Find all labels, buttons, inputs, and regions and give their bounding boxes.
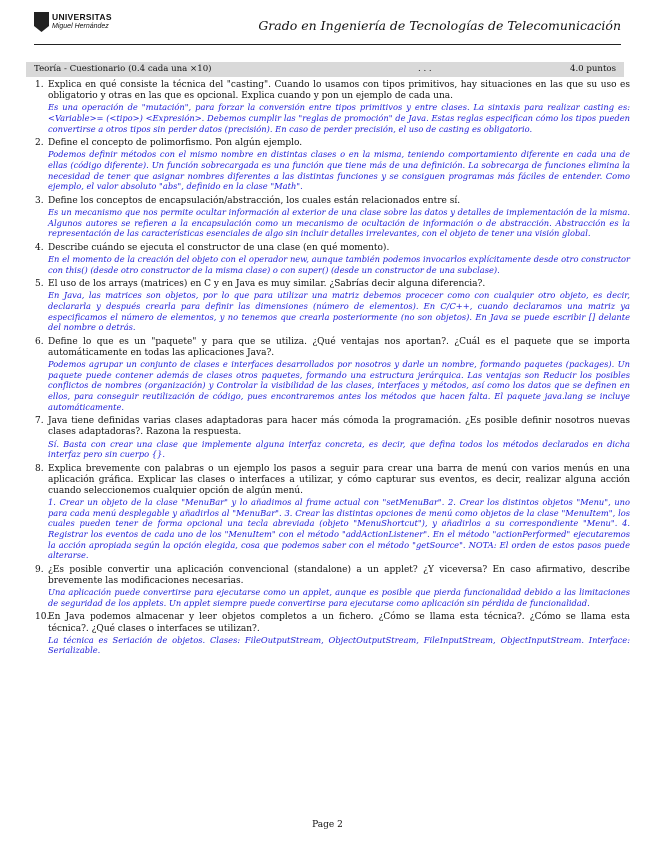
question-item (35, 138, 630, 192)
question-number: 6. (35, 336, 44, 347)
answer-text: Una aplicación puede convertirse para ejecutarse como un applet, aunque es posible que pierda funcionalidad debido a las limitaciones de seguridad de los applets. Un applet siempre puede convertirse para ejecutarse como aplicación sin pérdida de funcionalidad. (48, 587, 630, 608)
question-number: 4. (35, 242, 44, 253)
header-divider (34, 44, 621, 45)
question-item (35, 416, 630, 460)
answer-text: En el momento de la creación del objeto con el operador new, aunque también podemos invocarlos explícitamente desde otro constructor con this() (desde otro constructor de la misma clase) o con super() (desde un constructor de una subclase). (48, 253, 630, 275)
question-number: 5. (35, 279, 44, 290)
question-text: Define el concepto de polimorfismo. Pon algún ejemplo. (48, 138, 303, 149)
question-number: 7. (35, 416, 44, 427)
question-item (35, 243, 630, 275)
answer-text: Podemos definir métodos con el mismo nombre en distintas clases o en la misma, teniendo comportamiento diferente en cada una de ellas (código diferente). Un función sobrecargada es una función que tiene más de una definición. La sobrecarga de funciones elimina la necesidad de tener que asignar nombres diferentes a las distintas funciones y se consiguen programas más fáciles de entender. Como ejemplo, el valor absoluto "abs", definido en la clase "Math". (48, 149, 630, 192)
university-logo (34, 12, 112, 32)
question-text: Java tiene definidas varias clases adaptadoras para hacer más cómoda la programación. ¿Es posible definir nosotros nuevas clases adaptadoras?. Razona la respuesta. (48, 416, 630, 438)
question-text: Explica brevemente con palabras o un ejemplo los pasos a seguir para crear una barra de menú con varios menús en una aplicación gráfica. Explicar las clases o interfaces a utilizar, y cómo capturar sus eventos, es decir, realizar alguna acción cuando seleccionemos cualquier opción de algún menú. (48, 463, 630, 497)
page-number: Page 2 (312, 820, 343, 830)
answer-text: En Java, las matrices son objetos, por lo que para utilizar una matriz debemos procecer como con cualquier otro objeto, es decir, declararla y después crearla para definir las dimensiones (número de elementos). En C/C++, cuando declaramos una matriz ya especificamos el número de elementos, y no tenemos que crearla posteriormente (no son objetos). En Java se puede escribir [] delante del nombre o detrás. (48, 290, 630, 333)
section-points: 4.0 puntos (569, 64, 616, 74)
question-number: 2. (35, 138, 44, 149)
question-number: 8. (35, 463, 44, 474)
university-seal-icon (34, 12, 49, 32)
question-number: 1. (35, 80, 44, 90)
question-text: Define lo que es un "paquete" y para que se utiliza. ¿Qué ventajas nos aportan?. ¿Cuál es el paquete que se importa automáticamente en todas las aplicaciones Java?. (48, 336, 630, 358)
section-title: Teoría - Cuestionario (0.4 cada una ×10) (34, 64, 212, 74)
answer-text: Es un mecanismo que nos permite ocultar información al exterior de una clase sobre las datos y detalles de implementación de la misma. Algunos autores se refieren a la encapsulación como un mecanismo de ocultación de información o de abstracción. Abstracción es la representación de las características esenciales de algo sin incluir detalles irrelevantes, con el objeto de tener una visión global. (48, 206, 630, 239)
question-text: ¿Es posible convertir una aplicación convencional (standalone) a un applet? ¿Y viceversa? En caso afirmativo, describe brevemente las modificaciones necesarias. (48, 564, 630, 587)
question-list (35, 80, 630, 660)
answer-text: Es una operación de "mutación", para forzar la conversión entre tipos primitivos y entre clases. La sintaxis para realizar casting es: <Variable>= (<tipo>) <Expresión>. Debemos cumplir las "reglas de promoción" de Java. Estas reglas especifican cómo los tipos pueden convertirse a otros tipos sin perder datos (precisión). En caso de perder precisión, el uso de casting es obligatorio. (48, 102, 630, 134)
answer-text: Podemos agrupar un conjunto de clases e interfaces desarrollados por nosotros y darle un nombre, formando paquetes (packages). Un paquete puede contener además de clases otros paquetes, formando una estructura jerárquica. Las ventajas son Reducir los posibles conflictos de nombres (organización) y Controlar la visibilidad de las clases, interfaces y métodos, así como los datos que se definen en ellos, para conseguir reutilización de código, pues encontraremos antes los métodos que hacen falta. El paquete java.lang se incluye automáticamente. (48, 359, 630, 412)
question-text: Define los conceptos de encapsulación/abstracción, los cuales están relacionados entre sí. (48, 195, 461, 206)
section-bar (26, 62, 624, 77)
question-item (35, 337, 630, 412)
question-item (35, 196, 630, 239)
question-item (35, 612, 630, 656)
question-number: 9. (35, 564, 44, 575)
degree-title: Grado en Ingeniería de Tecnologías de Telecomunicación (258, 18, 621, 33)
question-text: En Java podemos almacenar y leer objetos completos a un fichero. ¿Cómo se llama esta técnica?. ¿Cómo se llama esta técnica?. ¿Qué clases o interfaces se utilizan?. (48, 612, 630, 634)
question-text: El uso de los arrays (matrices) en C y en Java es muy similar. ¿Sabrías decir alguna diferencia?. (48, 279, 486, 290)
question-item (35, 565, 630, 609)
logo-line2: Miguel Hernández (52, 23, 109, 30)
question-number: 10. (35, 612, 50, 623)
section-dots: . . . (418, 64, 432, 74)
question-text: Explica en qué consiste la técnica del "casting". Cuando lo usamos con tipos primitivos, hay situaciones en las que su uso es obligatorio y otras en las que es opcional. Explica cuando y pon un ejemplo de cada una. (48, 80, 630, 102)
page-header (34, 12, 621, 42)
question-text: Describe cuándo se ejecuta el constructor de una clase (en qué momento). (48, 242, 390, 253)
question-item (35, 80, 630, 134)
logo-line1: UNIVERSITAS (52, 12, 112, 22)
question-item (35, 279, 630, 333)
question-item (35, 464, 630, 561)
answer-text: Sí. Basta con crear una clase que implemente alguna interfaz concreta, es decir, que defina todos los métodos declarados en dicha interfaz pero sin cuerpo {}. (48, 438, 630, 460)
answer-text: 1. Crear un objeto de la clase "MenuBar" y lo añadimos al frame actual con "setMenuBar". 2. Crear los distintos objetos "Menu", uno para cada menú desplegable y añadirlos al "MenuBar". 3. Crear las distintas opciones de menú como objetos de la clase "MenuItem", los cuales pueden tener de forma opcional una tecla abreviada (objeto "MenuShortcut"), y añadirlos a su correspondiente "Menu". 4. Registrar los eventos de cada uno de los "MenuItem" con el método "addActionListener". En el método "actionPerformed" ejecutaremos la acción apropiada según la opción elegida, cosa que podemos saber con el método "getSource". NOTA: El orden de estos pasos puede alterarse. (48, 497, 630, 561)
answer-text: La técnica es Seriación de objetos. Clases: FileOutputStream, ObjectOutputStream, FileInputStream, ObjectInputStream. Interface: Serializable. (48, 634, 630, 656)
question-number: 3. (35, 195, 44, 206)
